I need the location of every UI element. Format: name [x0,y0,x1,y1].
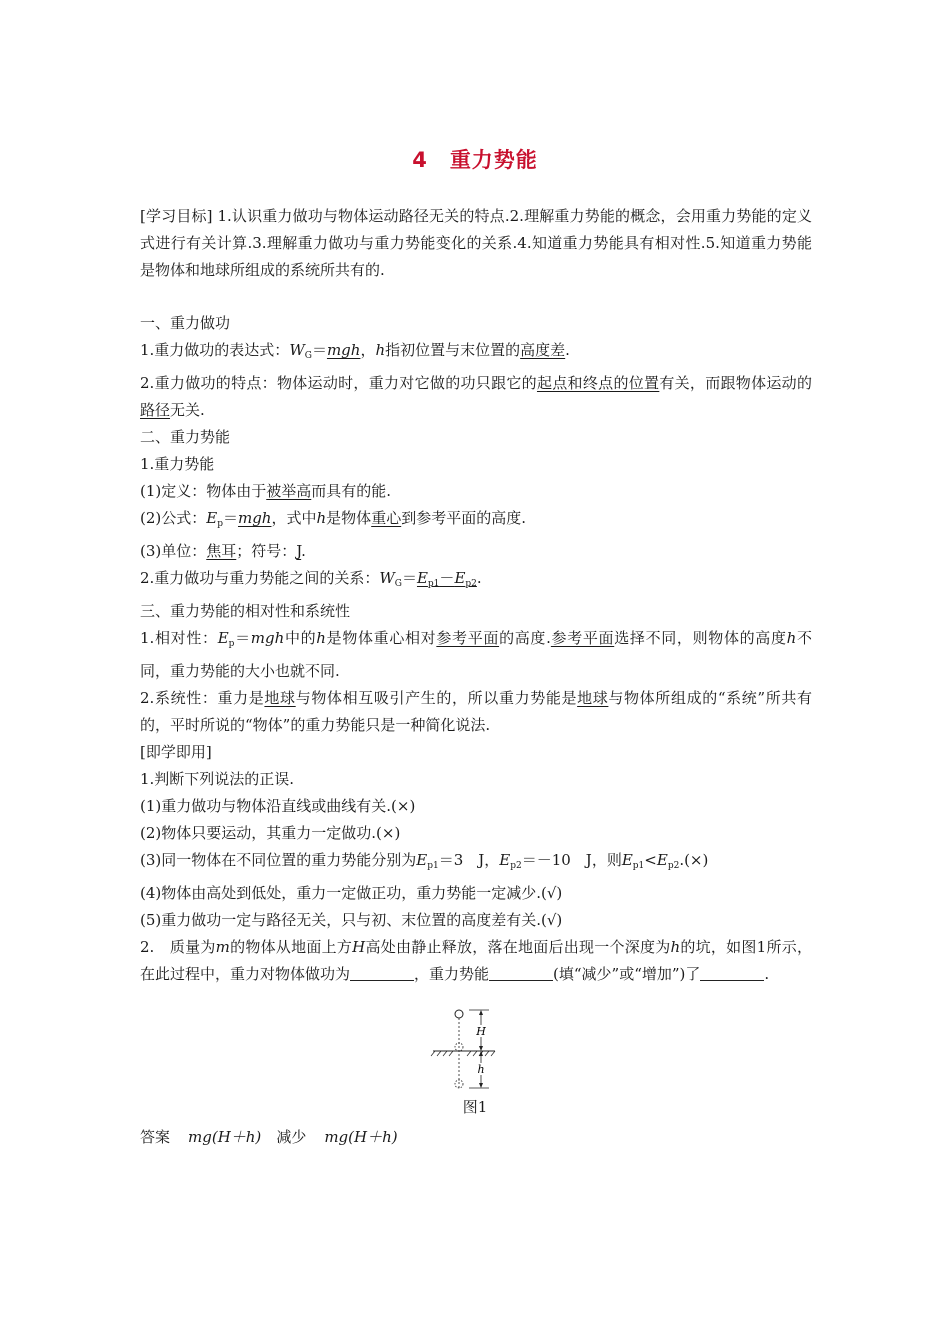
statement-3: (3)同一物体在不同位置的重力势能分别为$E_{p1}=3$ J，$E_{p2}=-10$ J，则$E_{p1}<E_{p2}.(\times)$ [140,851,709,871]
statement-4: (4)物体由高处到低处，重力一定做正功，重力势能一定减少.(√) [140,884,563,902]
ball-initial [455,1010,463,1018]
title-text: 重力势能 [449,148,538,172]
learning-objectives: [学习目标] 1.认识重力做功与物体运动路径无关的特点.2.理解重力势能的概念，会用重力势能的定义式进行有关计算.3.理解重力做功与重力势能变化的关系.4.知道重力势能具有相对性.5.知道重力势能是物体和地球所组成的系统所共有的. [140,207,812,279]
section2-formula: (2)公式：$E_p=mgh$，式中h是物体重心到参考平面的高度. [140,509,526,529]
section3-relativity: 1.相对性：$E_p=mgh$中的h是物体重心相对参考平面的高度.参考平面选择不同，则物体的高度h不同，重力势能的大小也就不同. [140,629,812,680]
answer-line [140,1124,398,1151]
figure-1-diagram [425,1005,505,1097]
section2-sub1: 1.重力势能 [140,455,215,473]
answer-3: mg(H＋h) [324,1128,398,1146]
statement-5: (5)重力做功一定与路径无关，只与初、末位置的高度差有关.(√) [140,911,563,929]
section2-unit: (3)单位：焦耳；符号：J. [140,542,306,560]
section3-heading: 三、重力势能的相对性和系统性 [140,602,351,620]
question2: 2. 质量为m的物体从地面上方H高处由静止释放，落在地面后出现一个深度为h的坑，如图1所示，在此过程中，重力对物体做功为 ，重力势能 (填“减少”或“增加”)了 . [140,938,812,983]
section1-heading: 一、重力做功 [140,314,231,332]
practice-heading: [即学即用] [140,743,212,761]
section2-relation: 2.重力做功与重力势能之间的关系：$W_G=E_{p1}-E_{p2}$. [140,569,482,589]
answer-blank-1 [350,964,414,981]
answer-label: 答案 [140,1128,171,1146]
section2-heading: 二、重力势能 [140,428,231,446]
ground-hatching [431,1051,495,1056]
answer-blank-2 [489,964,553,981]
answer-1: mg(H＋h) [188,1128,262,1146]
answer-blank-3 [700,964,764,981]
label-H: H [476,1025,486,1038]
section2-definition: (1)定义：物体由于被举高而具有的能. [140,482,392,500]
figure-caption: 图1 [462,1098,488,1116]
statement-1: (1)重力做功与物体沿直线或曲线有关.(×) [140,797,416,815]
answer-2: 减少 [276,1128,307,1146]
statement-2: (2)物体只要运动，其重力一定做功.(×) [140,824,401,842]
question1: 1.判断下列说法的正误. [140,770,295,788]
section3-system: 2.系统性：重力是地球与物体相互吸引产生的，所以重力势能是地球与物体所组成的“系统”所共有的，平时所说的“物体”的重力势能只是一种简化说法. [140,689,812,734]
document-body [140,203,812,988]
section1-line1: 1.重力做功的表达式：$W_G=mgh$，h指初位置与末位置的高度差. [140,341,570,361]
section1-line2: 2.重力做功的特点：物体运动时，重力对它做的功只跟它的起点和终点的位置有关，而跟物体运动的路径无关. [140,374,812,419]
label-h: h [477,1063,485,1076]
title-number: 4 [412,148,428,172]
page-title [0,144,950,174]
